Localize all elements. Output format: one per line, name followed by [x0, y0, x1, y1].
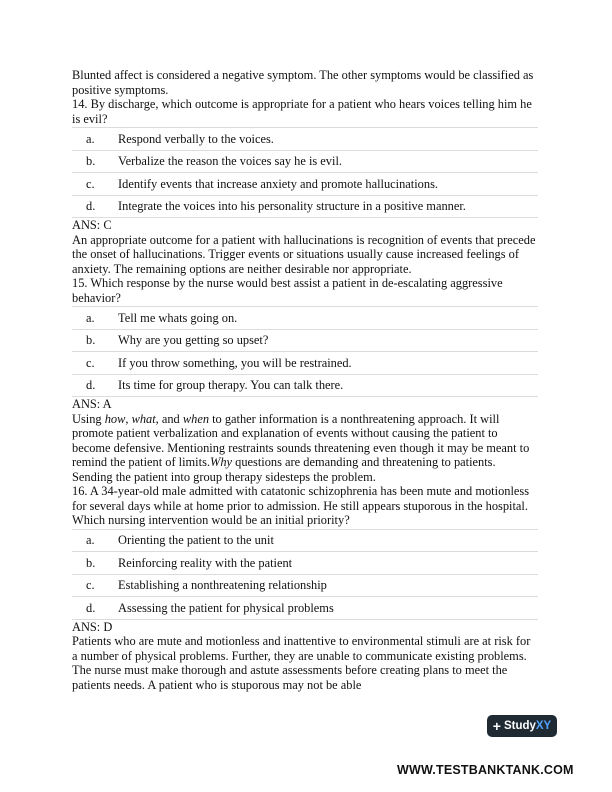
rationale-15-text: , and: [155, 411, 183, 426]
option-row: [72, 596, 538, 620]
rationale-15-emphasis: Why: [210, 455, 233, 469]
rationale-15-text: to gather information is a nonthreatening approach. It will promote patient verbalization and explanation of events without causing the patient to become defensive. Mentioning restraints sounds threatening even though it may be meant to remind the patient of limits.: [72, 411, 530, 469]
option-row: [72, 329, 538, 352]
option-text: Tell me whats going on.: [118, 310, 238, 325]
option-text: Respond verbally to the voices.: [118, 131, 274, 146]
rationale-15: [72, 412, 538, 485]
option-text: Reinforcing reality with the patient: [118, 555, 293, 570]
question-16-options: [72, 529, 538, 620]
studyxy-brand: [504, 720, 551, 732]
option-text: Establishing a nonthreatening relationship: [118, 578, 327, 593]
option-text: If you throw something, you will be restrained.: [118, 355, 352, 370]
question-14: 14. By discharge, which outcome is appropriate for a patient who hears voices telling him he is evil?: [72, 97, 532, 126]
rationale-15-emphasis: when: [182, 411, 210, 426]
option-row: [72, 150, 538, 173]
option-letter: d.: [86, 199, 96, 214]
option-text: Verbalize the reason the voices say he is evil.: [118, 154, 342, 169]
option-row: [72, 374, 538, 398]
option-row: [72, 351, 538, 374]
document-body: [72, 68, 538, 692]
option-letter: b.: [86, 154, 96, 169]
rationale-15-text: ,: [125, 411, 132, 426]
studyxy-brand-study: Study: [503, 720, 536, 732]
rationale-16: Patients who are mute and motionless and inattentive to environmental stimuli are at risk for a number of physical problems. Further, they are unable to communicate existing problems. The nurse must make thorough and astute assessments before creating plans to meet the patients needs. A patient who is stuporous may not be able: [72, 634, 531, 692]
question-15: 15. Which response by the nurse would best assist a patient in de-escalating aggressive behavior?: [72, 276, 503, 305]
option-text: Orienting the patient to the unit: [118, 533, 274, 548]
option-text: Why are you getting so upset?: [118, 333, 269, 348]
option-letter: d.: [86, 600, 96, 615]
answer-15: ANS: A: [72, 397, 112, 411]
studyxy-brand-xy: XY: [535, 720, 552, 732]
option-letter: d.: [86, 378, 96, 393]
option-letter: c.: [86, 578, 95, 593]
option-text: Integrate the voices into his personality structure in a positive manner.: [118, 199, 466, 214]
option-row: [72, 529, 538, 552]
option-letter: a.: [86, 131, 95, 146]
rationale-14: An appropriate outcome for a patient with hallucinations is recognition of events that precede the onset of hallucinations. Trigger events or situations usually cause increased feelings of anxiety. The remaining options are neither desirable nor appropriate.: [72, 232, 536, 276]
option-text: Its time for group therapy. You can talk there.: [118, 378, 344, 393]
plus-icon: +: [492, 718, 501, 734]
option-text: Assessing the patient for physical problems: [118, 600, 334, 615]
option-letter: c.: [86, 355, 95, 370]
answer-14: ANS: C: [72, 218, 112, 232]
option-letter: c.: [86, 176, 95, 191]
rationale-15-emphasis: how: [104, 411, 126, 426]
option-row: [72, 172, 538, 195]
option-row: [72, 551, 538, 574]
rationale-15-text: questions are demanding and threatening to patients. Sending the patient into group therapy sidesteps the problem.: [72, 455, 496, 484]
question-16: 16. A 34-year-old male admitted with catatonic schizophrenia has been mute and motionless for several days while at home prior to admission. He still appears stuporous in the hospital. Which nursing intervention would be an initial priority?: [72, 484, 530, 527]
footer-url[interactable]: WWW.TESTBANKTANK.COM: [397, 763, 574, 777]
answer-16: ANS: D: [72, 619, 113, 634]
question-15-options: [72, 306, 538, 397]
option-letter: a.: [86, 533, 95, 548]
option-row: [72, 195, 538, 219]
intro-paragraph: Blunted affect is considered a negative symptom. The other symptoms would be classified as positive symptoms.: [72, 68, 534, 97]
rationale-15-emphasis: what: [131, 411, 156, 426]
option-row: [72, 574, 538, 597]
option-letter: a.: [86, 310, 95, 325]
option-row: [72, 127, 538, 150]
option-letter: b.: [86, 333, 96, 348]
studyxy-badge[interactable]: [487, 715, 557, 737]
option-letter: b.: [86, 555, 96, 570]
rationale-15-text: Using: [72, 411, 105, 426]
option-row: [72, 306, 538, 329]
option-text: Identify events that increase anxiety and promote hallucinations.: [118, 176, 438, 191]
question-14-options: [72, 127, 538, 218]
